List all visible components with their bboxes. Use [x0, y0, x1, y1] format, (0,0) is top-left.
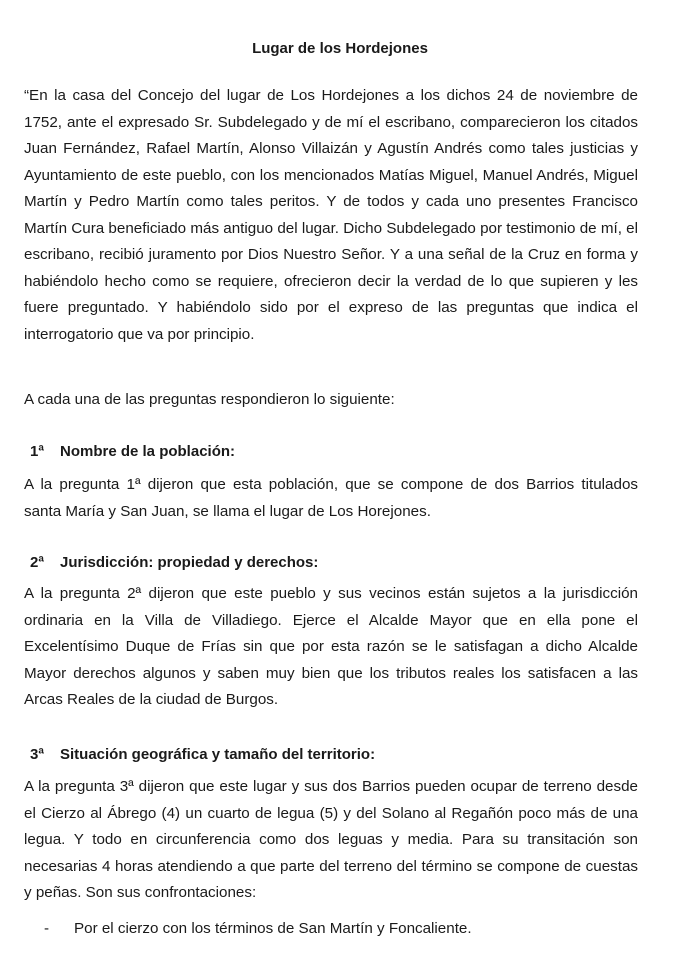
- section-title-3: Situación geográfica y tamaño del territorio:: [60, 746, 376, 763]
- bullet-marker: -: [44, 920, 50, 937]
- intro-paragraph: “En la casa del Concejo del lugar de Los Hordejones a los dichos 24 de noviembre de 1752, ante el expresado Sr. Subdelegado y de mí el escribano, comparecieron los citados Juan Fernández, Rafael Martín, Alonso Villaizán y Agustín Andrés como tales justicias y Ayuntamiento de este pueblo, con los mencionados Matías Miguel, Manuel Andrés, Miguel Martín y Pedro Martín como tales peritos. Y de todos y cada uno presentes Francisco Martín Cura beneficiado más antiguo del lugar. Dicho Subdelegado por testimonio de mí, el escribano, recibió juramento por Dios Nuestro Señor. Y a una señal de la Cruz en forma y habiéndolo hecho como se requiere, ofrecieron decir la verdad de lo que supieren y les fuere preguntado. Y habiéndolo sido por el expreso de las preguntas que indica el interrogatorio que va por principio.: [24, 87, 638, 343]
- section-paragraph-1: A la pregunta 1ª dijeron que esta población, que se compone de dos Barrios titulados santa María y San Juan, se llama el lugar de Los Horejones.: [24, 476, 638, 520]
- section-heading-3: [30, 746, 375, 763]
- section-heading-2: [30, 554, 318, 571]
- section-paragraph-3: A la pregunta 3ª dijeron que este lugar y sus dos Barrios pueden ocupar de terreno desde el Cierzo al Ábrego (4) un cuarto de legua (5) y del Solano al Regañón poco más de una legua. Y todo en circunferencia como dos leguas y media. Para su transitación son necesarias 4 horas atendiendo a que parte del terreno del término se compone de cuestas y peñas. Son sus confrontaciones:: [24, 778, 638, 901]
- list-item-text: Por el cierzo con los términos de San Martín y Foncaliente.: [74, 920, 472, 937]
- section-title-1: Nombre de la población:: [60, 443, 236, 460]
- section-title-2: Jurisdicción: propiedad y derechos:: [60, 554, 319, 571]
- list-item: [44, 916, 472, 943]
- questions-intro-paragraph: A cada una de las preguntas respondieron lo siguiente:: [24, 391, 395, 408]
- section-paragraph-2: A la pregunta 2ª dijeron que este pueblo y sus vecinos están sujetos a la jurisdicción ordinaria en la Villa de Villadiego. Ejerce el Alcalde Mayor que en ella pone el Excelentísimo Duque de Frías sin que por esta razón se le satisfagan a dicho Alcalde Mayor derechos algunos y saben muy bien que los tributos reales los satisfacen a las Arcas Reales de la ciudad de Burgos.: [24, 585, 638, 708]
- section-heading-1: [30, 443, 235, 460]
- document-title: Lugar de los Hordejones: [252, 40, 428, 57]
- section-number-2: 2ª: [30, 554, 44, 571]
- section-number-1: 1ª: [30, 443, 44, 460]
- section-number-3: 3ª: [30, 746, 44, 763]
